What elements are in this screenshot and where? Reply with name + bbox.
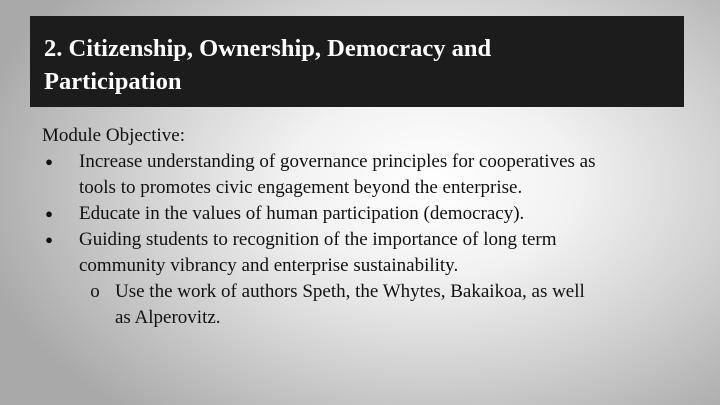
bullet-item [42,201,692,227]
title-bar [30,16,684,107]
bullet-item [42,227,692,279]
bullet-line: tools to promotes civic engagement beyond the enterprise. [79,177,523,198]
module-objective-label: Module Objective: [42,125,185,146]
bullet-line: Guiding students to recognition of the importance of long term [79,229,557,250]
sub-bullet-line: as Alperovitz. [115,307,221,328]
bullet-icon: ● [45,154,53,169]
bullet-line: Increase understanding of governance principles for cooperatives as [79,151,596,172]
slide-title-line-1: 2. Citizenship, Ownership, Democracy and [44,35,492,62]
sub-bullet-item [42,279,692,331]
sub-bullet-line: Use the work of authors Speth, the Whytes, Bakaikoa, as well [115,281,585,302]
bullet-item [42,149,692,201]
bullet-icon: ● [45,206,53,221]
bullet-line: Educate in the values of human participation (democracy). [79,203,525,224]
slide-body [42,123,692,331]
slide-title-line-2: Participation [44,68,182,95]
bullet-icon: ● [45,232,53,247]
bullet-line: community vibrancy and enterprise sustainability. [79,255,459,276]
hollow-bullet-icon: o [90,281,100,302]
slide-title [44,32,670,98]
